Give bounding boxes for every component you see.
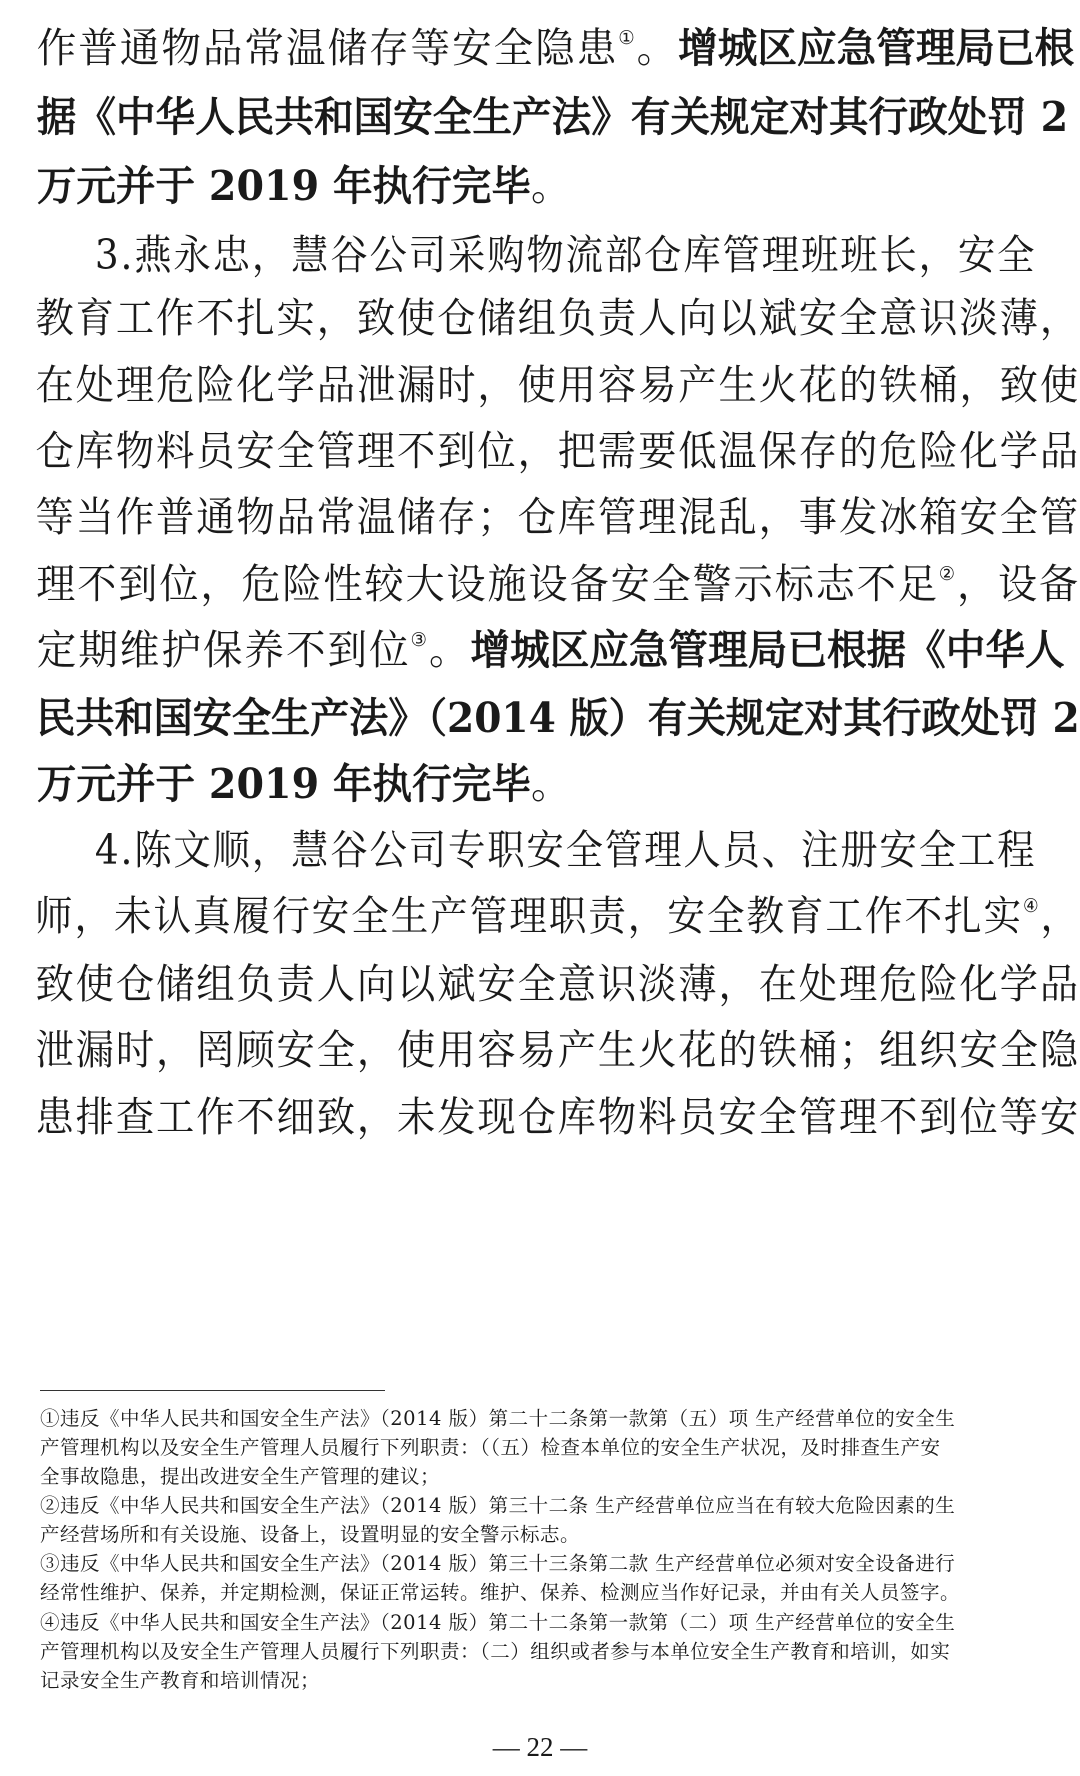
body-line-15: 致使仓储组负责人向以斌安全意识淡薄，在处理危险化学品 — [35, 960, 1080, 1008]
body-line-12 — [0, 756, 1080, 812]
bold-text: 增城区应急管理局已根 — [678, 24, 1075, 72]
body-line-2: 据《中华人民共和国安全生产法》有关规定对其行政处罚 2 — [36, 93, 1069, 141]
body-line-17: 患排查工作不细致，未发现仓库物料员安全管理不到位等安 — [35, 1093, 1080, 1141]
body-line-9 — [0, 556, 1080, 612]
body-line-14 — [0, 888, 1080, 944]
footnote-ref-4[interactable]: ④ — [1023, 895, 1041, 917]
body-text: 理不到位，危险性较大设施设备安全警示标志不足 — [36, 560, 939, 608]
footnote-ref-3[interactable]: ③ — [410, 629, 429, 651]
bold-text: 万元并于 2019 年执行完毕 — [36, 760, 531, 808]
body-line-4: 3.燕永忠，慧谷公司采购物流部仓库管理班班长，安全 — [94, 231, 1037, 279]
body-text: 。 — [530, 162, 573, 210]
footnote-ref-1[interactable]: ① — [618, 27, 637, 49]
footnote-line: 经常性维护、保养，并定期检测，保证正常运转。维护、保养、检测应当作好记录，并由有关人员签字。 — [40, 1581, 961, 1604]
footnote-line: 产经营场所和有关设施、设备上，设置明显的安全警示标志。 — [40, 1523, 581, 1546]
body-text: 。 — [428, 626, 471, 674]
footnote-line: ④违反《中华人民共和国安全生产法》（2014 版）第二十二条第一款第（二）项 生产经营单位的安全生 — [40, 1611, 956, 1634]
body-text: 定期维护保养不到位 — [36, 626, 411, 674]
body-line-1 — [0, 20, 1080, 76]
bold-text: 万元并于 2019 年执行完毕 — [36, 162, 531, 210]
body-text: ， — [1040, 892, 1080, 940]
body-line-6: 在处理危险化学品泄漏时，使用容易产生火花的铁桶，致使 — [35, 361, 1080, 409]
footnote-line: 产管理机构以及安全生产管理人员履行下列职责：（二）组织或者参与本单位安全生产教育和培训，如实 — [40, 1640, 951, 1663]
body-text: 作普通物品常温储存等安全隐患 — [36, 24, 619, 72]
footnote-line: 产管理机构以及安全生产管理人员履行下列职责：（（五）检查本单位的安全生产状况，及时排查生产安 — [40, 1436, 941, 1459]
body-line-3 — [0, 158, 1080, 214]
body-text: 师，未认真履行安全生产管理职责，安全教育工作不扎实 — [34, 892, 1024, 940]
footnote-line: ②违反《中华人民共和国安全生产法》（2014 版）第三十二条 生产经营单位应当在有较大危险因素的生 — [40, 1494, 956, 1517]
footnote-ref-2[interactable]: ② — [938, 563, 957, 585]
footnote-line: ③违反《中华人民共和国安全生产法》（2014 版）第三十三条第二款 生产经营单位必须对安全设备进行 — [40, 1552, 956, 1575]
body-text: ，设备 — [956, 560, 1080, 608]
bold-text: 增城区应急管理局已根据《中华人 — [470, 626, 1065, 674]
footnote-line: 记录安全生产教育和培训情况； — [40, 1669, 321, 1692]
page-number: — 22 — — [492, 1732, 588, 1762]
body-line-8: 等当作普通物品常温储存；仓库管理混乱，事发冰箱安全管 — [35, 493, 1080, 541]
body-line-13: 4.陈文顺，慧谷公司专职安全管理人员、注册安全工程 — [94, 826, 1037, 874]
body-text: 。 — [636, 24, 679, 72]
footnote-line: 全事故隐患，提出改进安全生产管理的建议； — [40, 1465, 441, 1488]
body-line-16: 泄漏时，罔顾安全，使用容易产生火花的铁桶；组织安全隐 — [35, 1026, 1080, 1074]
body-line-5: 教育工作不扎实，致使仓储组负责人向以斌安全意识淡薄， — [35, 294, 1080, 342]
body-line-7: 仓库物料员安全管理不到位，把需要低温保存的危险化学品 — [35, 427, 1080, 475]
footnote-separator — [40, 1390, 385, 1391]
footnote-line: ①违反《中华人民共和国安全生产法》（2014 版）第二十二条第一款第（五）项 生产经营单位的安全生 — [40, 1407, 956, 1430]
body-text: 。 — [530, 760, 573, 808]
body-line-10 — [0, 622, 1080, 678]
body-line-11: 民共和国安全生产法》（2014 版）有关规定对其行政处罚 2 — [36, 694, 1080, 742]
